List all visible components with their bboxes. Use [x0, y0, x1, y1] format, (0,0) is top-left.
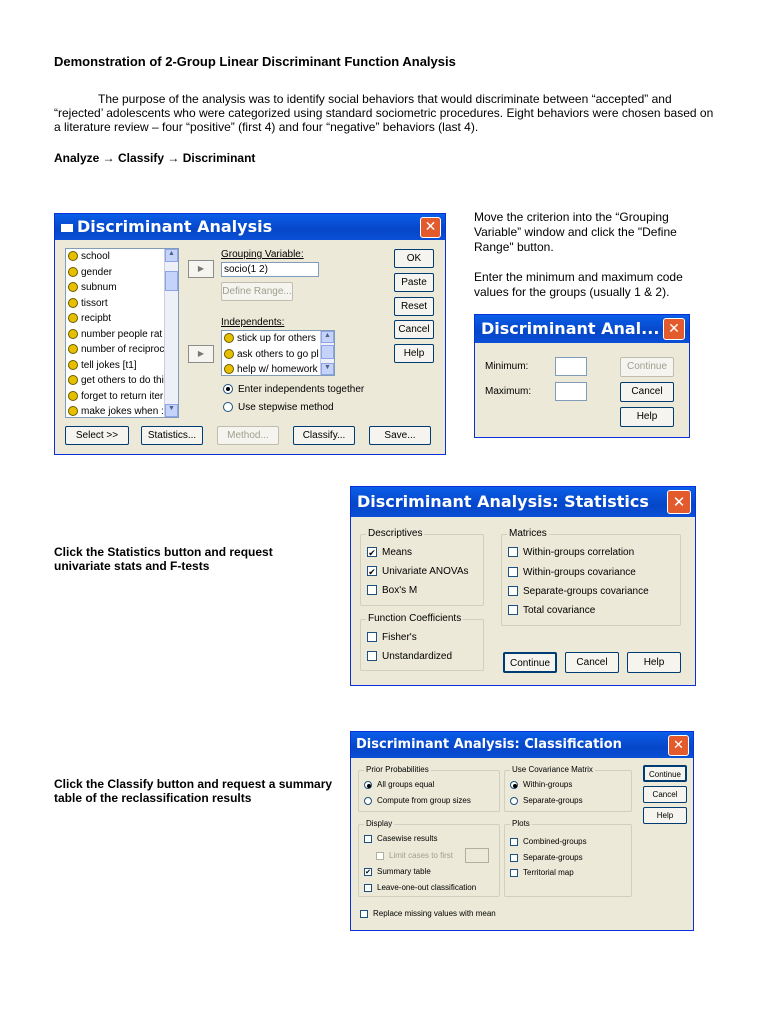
checkbox-empty-icon — [510, 854, 518, 862]
continue-button[interactable]: Continue — [620, 357, 674, 377]
radio-selected-icon — [223, 384, 233, 394]
territorial-map-checkbox[interactable]: Territorial map — [510, 868, 574, 877]
help-button[interactable]: Help — [627, 652, 681, 673]
radio-unselected-icon — [223, 402, 233, 412]
list-item[interactable] — [222, 362, 334, 376]
checkbox-empty-icon — [364, 835, 372, 843]
list-item-label: subnum — [81, 282, 117, 293]
list-item[interactable] — [66, 311, 178, 327]
reset-button[interactable]: Reset — [394, 297, 434, 316]
checkbox-empty-icon — [508, 586, 518, 596]
close-icon[interactable]: ✕ — [668, 735, 689, 756]
cancel-button[interactable]: Cancel — [394, 320, 434, 339]
function-coefficients-group — [360, 613, 484, 671]
grouping-variable-label: Grouping Variable: — [221, 249, 304, 260]
list-item[interactable] — [222, 347, 334, 363]
list-item-label: get others to do thi — [81, 375, 164, 386]
total-covariance-checkbox[interactable]: Total covariance — [508, 605, 595, 616]
display-title: Display — [366, 819, 393, 828]
list-item[interactable] — [66, 265, 178, 281]
descriptives-title: Descriptives — [368, 528, 423, 539]
close-icon[interactable]: ✕ — [420, 217, 441, 238]
checkbox-empty-icon — [367, 651, 377, 661]
note-grouping: Move the criterion into the “Grouping Variable” window and click the "Define Range" button. — [474, 210, 677, 254]
close-icon[interactable]: ✕ — [667, 490, 691, 514]
window-menu-icon[interactable] — [61, 224, 73, 232]
classify-button[interactable]: Classify... — [293, 426, 355, 445]
univariate-anovas-checkbox[interactable]: ✔ Univariate ANOVAs — [368, 566, 469, 578]
continue-button[interactable]: Continue — [503, 652, 557, 673]
radio-selected-icon — [510, 781, 518, 789]
cancel-button[interactable]: Cancel — [565, 652, 619, 673]
statistics-titlebar — [351, 487, 695, 517]
checkbox-checked-icon: ✔ — [365, 868, 371, 876]
list-item-label: recipbt — [81, 313, 112, 324]
combined-groups-checkbox[interactable]: Combined-groups — [510, 837, 587, 846]
statistics-button[interactable]: Statistics... — [141, 426, 203, 445]
independents-label: Independents: — [221, 317, 285, 328]
checkbox-checked-icon: ✔ — [368, 548, 376, 559]
select-button[interactable]: Select >> — [65, 426, 129, 445]
boxs-m-checkbox[interactable]: Box's M — [367, 585, 417, 596]
variable-icon — [68, 391, 78, 401]
list-item[interactable] — [66, 342, 178, 358]
display-group — [358, 819, 500, 897]
classification-titlebar — [351, 732, 693, 758]
statistics-dialog-title: Discriminant Analysis: Statistics — [357, 492, 649, 511]
list-item[interactable] — [66, 327, 178, 343]
list-item[interactable] — [66, 280, 178, 296]
means-checkbox[interactable]: ✔ Means — [368, 547, 413, 559]
scroll-up-icon[interactable]: ▲ — [165, 249, 178, 262]
help-button[interactable]: Help — [394, 344, 434, 363]
variable-icon — [68, 267, 78, 277]
note-range: Enter the minimum and maximum code values for the groups (usually 1 & 2). — [474, 270, 683, 299]
list-item-label: school — [81, 251, 110, 262]
method-button[interactable]: Method... — [217, 426, 279, 445]
scroll-thumb[interactable] — [321, 345, 334, 359]
list-item-label: stick up for others — [237, 333, 316, 344]
intro-text: The purpose of the analysis was to identify social behaviors that would discriminate between “accepted” and “rejected’ adolescents who were categorized using standard sociometric procedures. Eight behaviors were chosen based on a literature review – four “positive” (first 4) and four “negative” behaviors (last 4). — [54, 92, 714, 134]
variable-icon — [68, 360, 78, 370]
list-item-label: number people rat — [81, 328, 163, 340]
list-item[interactable] — [66, 358, 178, 374]
list-item[interactable] — [222, 331, 334, 347]
list-item-label: help w/ homework — [237, 364, 318, 375]
plots-title: Plots — [512, 819, 530, 828]
variable-icon — [224, 349, 234, 359]
covariance-matrix-title: Use Covariance Matrix — [512, 765, 593, 774]
classification-dialog — [350, 731, 694, 931]
list-item-label: number of reciproc — [81, 344, 165, 355]
variable-icon — [68, 329, 78, 339]
menu-path: Analyze → Classify → Discriminant — [54, 151, 256, 165]
separate-groups-radio[interactable]: Separate-groups — [510, 796, 583, 805]
scroll-thumb[interactable] — [165, 271, 178, 291]
help-button[interactable]: Help — [620, 407, 674, 427]
checkbox-checked-icon: ✔ — [368, 567, 376, 578]
main-titlebar — [55, 214, 445, 240]
list-item-label: make jokes when : — [81, 406, 164, 417]
variable-icon — [224, 333, 234, 343]
checkbox-empty-icon — [510, 838, 518, 846]
close-icon[interactable]: ✕ — [663, 318, 685, 340]
plots-group — [504, 819, 632, 897]
grouping-variable-field[interactable]: socio(1 2) — [221, 262, 319, 277]
checkbox-empty-icon — [367, 585, 377, 595]
define-range-dialog — [474, 314, 690, 438]
main-dialog-title: Discriminant Analysis — [77, 217, 273, 236]
variable-icon — [68, 375, 78, 385]
prior-probabilities-group — [358, 765, 500, 812]
stepwise-radio[interactable]: Use stepwise method — [223, 402, 334, 413]
limit-cases-input[interactable] — [465, 848, 489, 863]
checkbox-empty-icon — [508, 547, 518, 557]
casewise-results-checkbox[interactable]: Casewise results — [364, 834, 437, 843]
checkbox-empty-icon — [508, 567, 518, 577]
within-groups-covariance-checkbox[interactable]: Within-groups covariance — [508, 567, 636, 578]
all-groups-equal-radio[interactable]: All groups equal — [364, 780, 434, 789]
save-button[interactable]: Save... — [369, 426, 431, 445]
radio-selected-icon — [364, 781, 372, 789]
compute-from-group-sizes-radio[interactable]: Compute from group sizes — [364, 796, 471, 805]
range-titlebar — [475, 315, 689, 343]
variable-icon — [68, 313, 78, 323]
minimum-label: Minimum: — [485, 361, 529, 372]
variable-icon — [68, 251, 78, 261]
scroll-down-icon[interactable]: ▼ — [165, 404, 178, 417]
cancel-button[interactable]: Cancel — [620, 382, 674, 402]
checkbox-empty-icon — [364, 884, 372, 892]
maximum-label: Maximum: — [485, 386, 532, 397]
move-to-grouping-button[interactable]: ▶ — [188, 260, 214, 278]
checkbox-empty-icon — [508, 605, 518, 615]
within-groups-correlation-checkbox[interactable]: Within-groups correlation — [508, 547, 634, 558]
scroll-up-icon[interactable]: ▲ — [321, 331, 334, 343]
list-item[interactable] — [66, 296, 178, 312]
fishers-checkbox[interactable]: Fisher's — [367, 632, 417, 643]
discriminant-analysis-dialog — [54, 213, 446, 455]
checkbox-empty-icon — [510, 869, 518, 877]
variable-icon — [68, 282, 78, 292]
classification-dialog-title: Discriminant Analysis: Classification — [356, 737, 622, 752]
descriptives-group — [360, 528, 484, 606]
variable-icon — [68, 406, 78, 416]
list-item-label: forget to return iter — [81, 390, 164, 402]
ok-button[interactable]: OK — [394, 249, 434, 268]
help-button[interactable]: Help — [643, 807, 687, 824]
enter-together-radio[interactable]: Enter independents together — [223, 384, 364, 395]
list-item[interactable] — [66, 249, 178, 265]
limit-cases-checkbox[interactable]: Limit cases to first — [376, 851, 453, 860]
covariance-matrix-group — [504, 765, 632, 812]
independents-list[interactable] — [221, 330, 335, 376]
variable-list-scrollbar[interactable] — [164, 249, 178, 417]
checkbox-empty-icon — [360, 910, 368, 918]
document-title: Demonstration of 2-Group Linear Discriminant Function Analysis — [54, 54, 456, 69]
checkbox-empty-icon — [376, 852, 384, 860]
maximum-input[interactable] — [555, 382, 587, 401]
variable-icon — [68, 298, 78, 308]
prior-probabilities-title: Prior Probabilities — [366, 765, 429, 774]
minimum-input[interactable] — [555, 357, 587, 376]
list-item-label: ask others to go pl — [237, 348, 319, 360]
independents-scrollbar[interactable] — [320, 331, 334, 375]
list-item[interactable] — [66, 404, 178, 418]
list-item[interactable] — [66, 389, 178, 405]
note-statistics: Click the Statistics button and request univariate stats and F-tests — [54, 545, 273, 573]
variable-icon — [224, 364, 234, 374]
list-item[interactable] — [66, 373, 178, 389]
leave-one-out-checkbox[interactable]: Leave-one-out classification — [364, 883, 476, 892]
intro-paragraph — [54, 92, 714, 134]
matrices-title: Matrices — [509, 528, 547, 539]
separate-groups-covariance-checkbox[interactable]: Separate-groups covariance — [508, 586, 649, 597]
range-dialog-title: Discriminant Anal... — [481, 319, 660, 338]
radio-unselected-icon — [510, 797, 518, 805]
separate-groups-checkbox[interactable]: Separate-groups — [510, 853, 583, 862]
radio-unselected-icon — [364, 797, 372, 805]
cancel-button[interactable]: Cancel — [643, 786, 687, 803]
replace-missing-checkbox[interactable]: Replace missing values with mean — [360, 909, 496, 918]
list-item-label: tissort — [81, 297, 108, 309]
unstandardized-checkbox[interactable]: Unstandardized — [367, 651, 452, 662]
checkbox-empty-icon — [367, 632, 377, 642]
move-to-independents-button[interactable]: ▶ — [188, 345, 214, 363]
list-item-label: tell jokes [t1] — [81, 359, 137, 371]
matrices-group — [501, 528, 681, 626]
statistics-dialog — [350, 486, 696, 686]
within-groups-radio[interactable]: Within-groups — [510, 780, 572, 789]
summary-table-checkbox[interactable]: ✔ Summary table — [365, 867, 431, 876]
function-coefficients-title: Function Coefficients — [368, 613, 462, 624]
list-item-label: gender — [81, 266, 113, 278]
variable-icon — [68, 344, 78, 354]
scroll-down-icon[interactable]: ▼ — [321, 363, 334, 375]
paste-button[interactable]: Paste — [394, 273, 434, 292]
continue-button[interactable]: Continue — [643, 765, 687, 782]
define-range-button[interactable]: Define Range... — [221, 282, 293, 301]
variable-list[interactable] — [65, 248, 179, 418]
note-classify: Click the Classify button and request a summary table of the reclassification results — [54, 777, 333, 805]
